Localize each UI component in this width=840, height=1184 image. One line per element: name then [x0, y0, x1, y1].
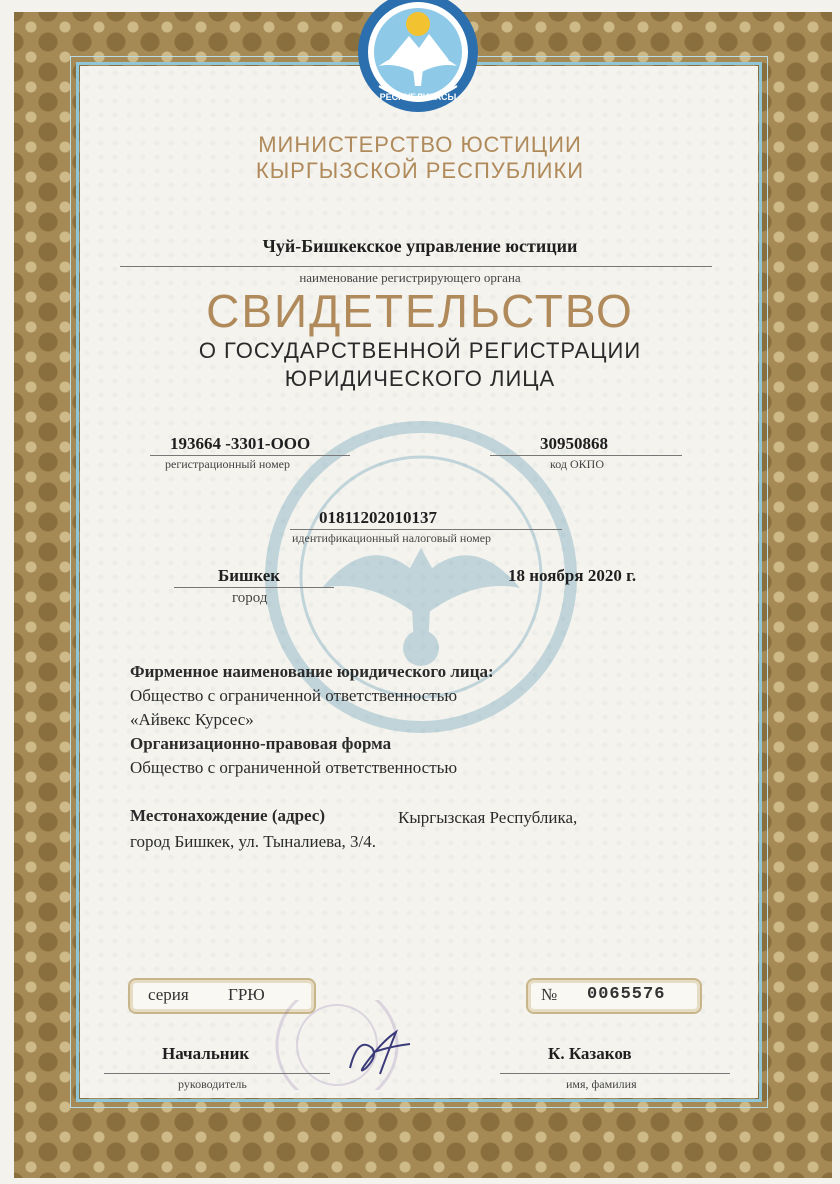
position-underline [104, 1073, 330, 1074]
address-line1: Кыргызская Республика, [398, 808, 578, 827]
number-sign: № [541, 985, 558, 1004]
entity-name-label: Фирменное наименование юридического лица: [130, 662, 494, 681]
ministry-title-line2: КЫРГЫЗСКОЙ РЕСПУБЛИКИ [255, 158, 585, 183]
city-caption: город [232, 590, 268, 606]
name-caption: имя, фамилия [566, 1077, 637, 1091]
series-label: серия [148, 985, 189, 1004]
authority-underline [120, 266, 712, 267]
entity-name-line2: «Айвекс Курсес» [130, 710, 254, 729]
signatory-position: Начальник [162, 1044, 250, 1063]
address-label: Местонахождение (адрес) [130, 806, 326, 825]
tax-id-underline [290, 529, 562, 530]
registering-authority: Чуй-Бишкекское управление юстиции [262, 236, 578, 256]
position-caption: руководитель [178, 1077, 247, 1091]
document-subtitle-line1: О ГОСУДАРСТВЕННОЙ РЕГИСТРАЦИИ [198, 338, 642, 363]
signature-icon [340, 1022, 420, 1082]
legal-form-label: Организационно-правовая форма [130, 734, 392, 753]
okpo-code: 30950868 [540, 434, 608, 453]
tax-id-caption: идентификационный налоговый номер [292, 531, 492, 545]
tax-id-number: 01811202010137 [319, 508, 438, 527]
document-subtitle-line2: ЮРИДИЧЕСКОГО ЛИЦА [284, 366, 556, 391]
legal-form-value: Общество с ограниченной ответственностью [130, 758, 458, 777]
registration-number-underline [150, 455, 350, 456]
emblem-inscription: РЕСПУБЛИКАСЫ [379, 92, 457, 102]
authority-caption: наименование регистрирующего органа [299, 270, 521, 285]
entity-name-line1: Общество с ограниченной ответственностью [130, 686, 458, 705]
registration-number-caption: регистрационный номер [165, 457, 290, 471]
ministry-title-line1: МИНИСТЕРСТВО ЮСТИЦИИ [258, 132, 582, 157]
registration-date: 18 ноября 2020 г. [508, 566, 637, 585]
city-value: Бишкек [218, 566, 281, 585]
signatory-name: К. Казаков [548, 1044, 632, 1063]
series-value: ГРЮ [228, 985, 265, 1004]
document-title: СВИДЕТЕЛЬСТВО [206, 285, 634, 337]
city-underline [174, 587, 334, 588]
okpo-underline [490, 455, 682, 456]
address-line2: город Бишкек, ул. Тыналиева, 3/4. [130, 832, 376, 851]
registration-number: 193664 -3301-ООО [170, 434, 311, 453]
name-underline [500, 1073, 730, 1074]
okpo-caption: код ОКПО [550, 457, 604, 471]
state-emblem-icon [349, 0, 487, 114]
form-number: 0065576 [587, 985, 666, 1004]
